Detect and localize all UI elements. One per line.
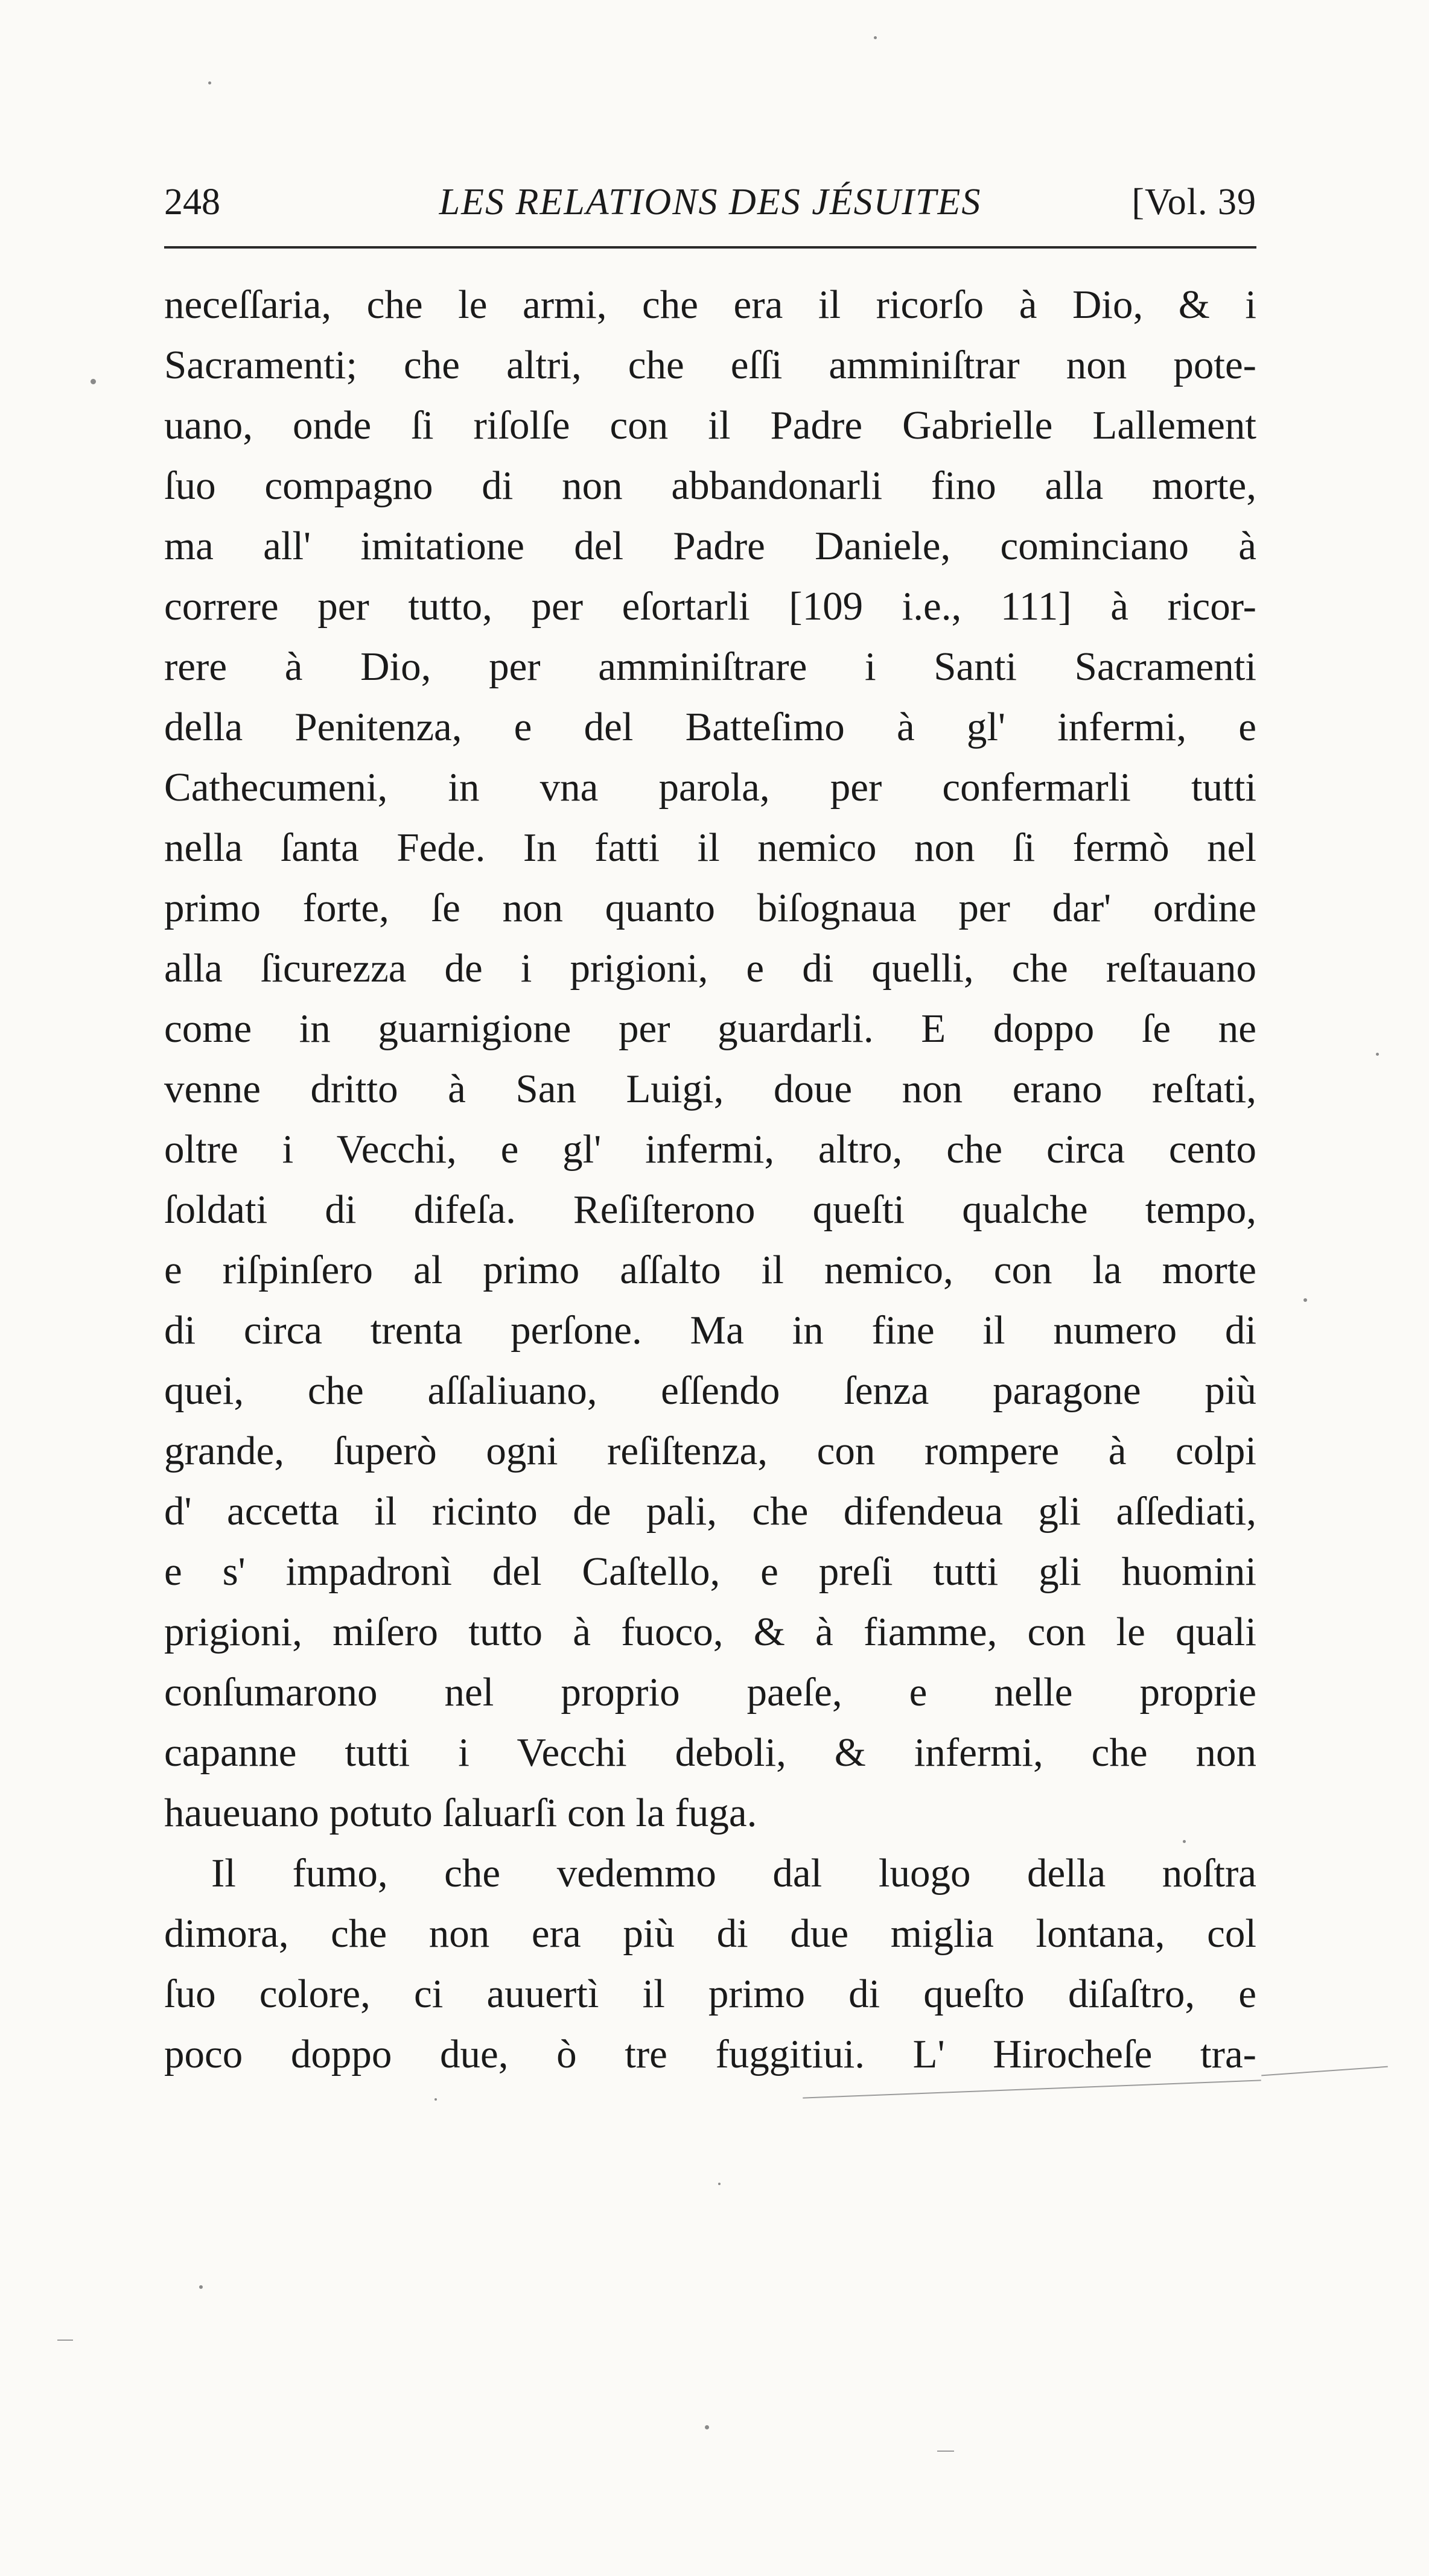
- text-line: rere à Dio, per amminiſtrare i Santi Sacramenti: [164, 644, 1256, 689]
- text-line: prigioni, miſero tutto à fuoco, & à fiamme, con le quali: [164, 1610, 1256, 1654]
- text-line: poco doppo due, ò tre fuggitiui. L' Hirocheſe tra-: [164, 2032, 1256, 2076]
- running-head: [164, 181, 1256, 235]
- scan-line: [937, 2451, 954, 2452]
- text-line: haueuano potuto ſaluarſi con la fuga.: [164, 1791, 757, 1835]
- text-line: Il fumo, che vedemmo dal luogo della noſtra: [211, 1851, 1256, 1896]
- text-line: correre per tutto, per eſortarli [109 i.e., 111] à ricor-: [164, 584, 1256, 629]
- scan-speck: [1183, 1840, 1186, 1843]
- text-line: uano, onde ſi riſolſe con il Padre Gabrielle Lallement: [164, 403, 1256, 448]
- scan-speck: [1376, 1053, 1379, 1056]
- text-line: Sacramenti; che altri, che eſſi amminiſtrar non pote-: [164, 343, 1256, 387]
- running-title: LES RELATIONS DES JÉSUITES: [439, 182, 982, 223]
- scan-speck: [705, 2425, 709, 2429]
- paragraph: [164, 274, 1256, 1843]
- text-line: della Penitenza, e del Batteſimo à gl' infermi, e: [164, 705, 1256, 749]
- text-line: primo forte, ſe non quanto biſognaua per dar' ordine: [164, 886, 1256, 930]
- scan-speck: [718, 2183, 721, 2185]
- text-line: Cathecumeni, in vna parola, per confermarli tutti: [164, 765, 1256, 810]
- page-number: 248: [164, 182, 220, 223]
- text-line: ſoldati di difeſa. Reſiſterono queſti qualche tempo,: [164, 1187, 1256, 1232]
- body-text: [164, 274, 1256, 2084]
- header-rule: [164, 246, 1256, 249]
- volume-reference: [Vol. 39: [1131, 182, 1256, 223]
- scan-speck: [1303, 1298, 1307, 1302]
- text-line: d' accetta il ricinto de pali, che difendeua gli aſſediati,: [164, 1489, 1256, 1534]
- text-line: ma all' imitatione del Padre Daniele, cominciano à: [164, 524, 1256, 568]
- paragraph: [164, 1843, 1256, 2084]
- text-line: alla ſicurezza de i prigioni, e di quelli, che reſtauano: [164, 946, 1256, 991]
- scan-speck: [208, 81, 211, 84]
- text-line: venne dritto à San Luigi, doue non erano reſtati,: [164, 1067, 1256, 1111]
- scan-speck: [874, 36, 877, 39]
- scan-line: [57, 2340, 73, 2341]
- text-line: capanne tutti i Vecchi deboli, & infermi, che non: [164, 1730, 1256, 1775]
- text-line: come in guarnigione per guardarli. E doppo ſe ne: [164, 1006, 1256, 1051]
- text-line: quei, che aſſaliuano, eſſendo ſenza paragone più: [164, 1368, 1256, 1413]
- text-line: di circa trenta perſone. Ma in fine il numero di: [164, 1308, 1256, 1353]
- text-line: e s' impadronì del Caſtello, e preſi tutti gli huomini: [164, 1549, 1256, 1594]
- scan-speck: [434, 2098, 437, 2101]
- scan-speck: [199, 2285, 203, 2289]
- text-line: grande, ſuperò ogni reſiſtenza, con rompere à colpi: [164, 1429, 1256, 1473]
- text-line: ſuo colore, ci auuertì il primo di queſto diſaſtro, e: [164, 1972, 1256, 2016]
- text-line: ſuo compagno di non abbandonarli fino alla morte,: [164, 463, 1256, 508]
- scan-speck: [91, 379, 96, 384]
- text-line: e riſpinſero al primo aſſalto il nemico, con la morte: [164, 1248, 1256, 1292]
- text-line: dimora, che non era più di due miglia lontana, col: [164, 1911, 1256, 1956]
- text-line: neceſſaria, che le armi, che era il ricorſo à Dio, & i: [164, 282, 1256, 327]
- text-line: nella ſanta Fede. In fatti il nemico non ſi fermò nel: [164, 825, 1256, 870]
- text-line: conſumarono nel proprio paeſe, e nelle proprie: [164, 1670, 1256, 1715]
- scan-line: [1261, 2066, 1388, 2076]
- text-line: oltre i Vecchi, e gl' infermi, altro, che circa cento: [164, 1127, 1256, 1172]
